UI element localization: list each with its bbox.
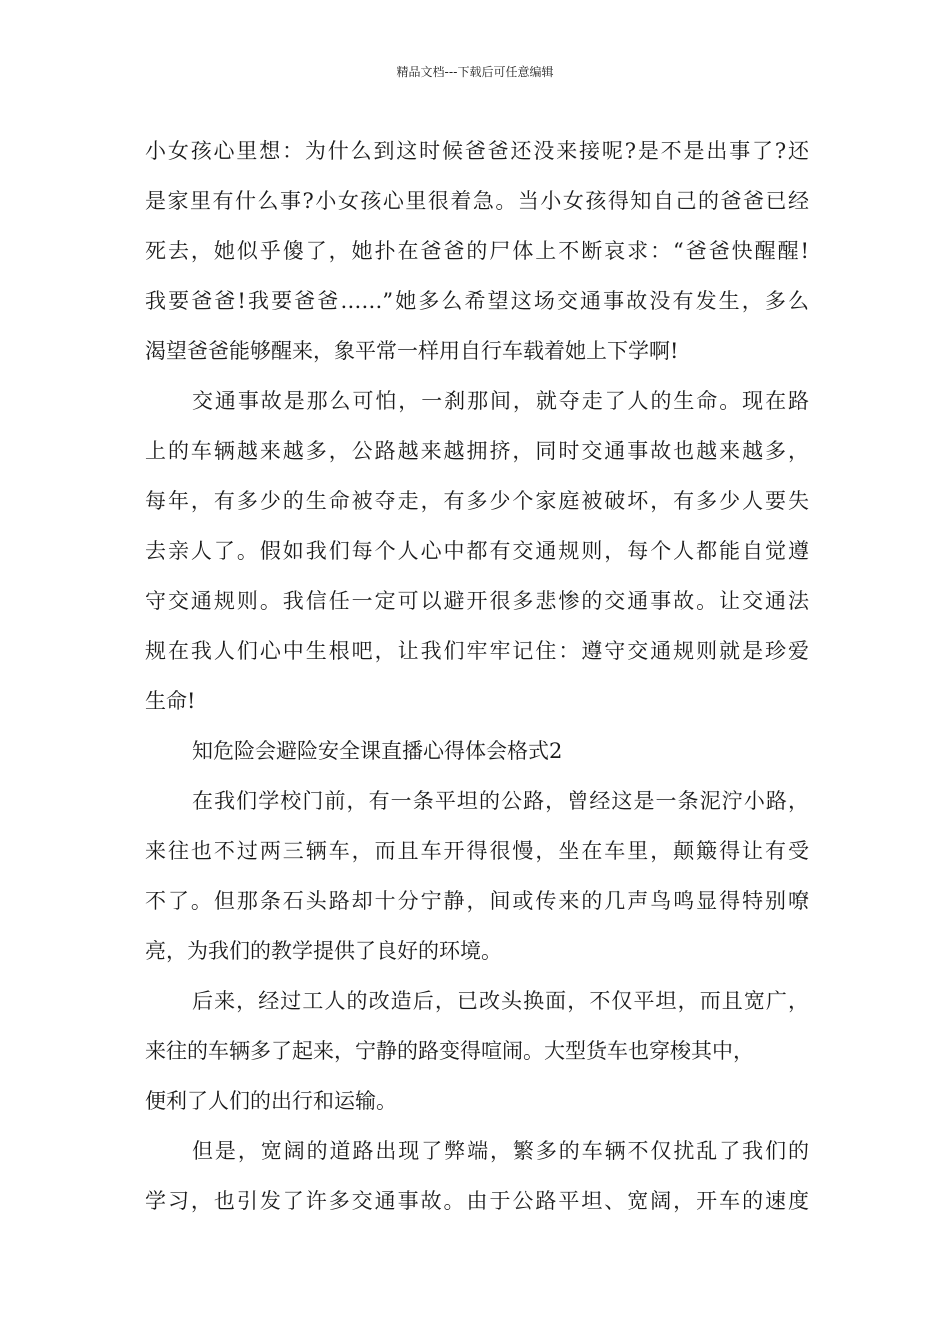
text-line: 交通事故是那么可怕，一刹那间，就夺走了人的生命。现在路 (192, 389, 809, 413)
page-header: 精品文档---下载后可任意编辑 (396, 65, 554, 79)
text-line: 生命! (145, 689, 196, 713)
text-line: 是家里有什么事?小女孩心里很着急。当小女孩得知自己的爸爸已经 (145, 189, 809, 213)
text-line: 去亲人了。假如我们每个人心中都有交通规则，每个人都能自觉遵 (145, 539, 809, 563)
text-line: 来往的车辆多了起来，宁静的路变得喧闹。大型货车也穿梭其中， (145, 1039, 754, 1063)
text-line: 但是，宽阔的道路出现了弊端，繁多的车辆不仅扰乱了我们的 (192, 1139, 809, 1163)
text-line: 死去，她似乎傻了，她扑在爸爸的尸体上不断哀求：“爸爸快醒醒! (145, 239, 809, 263)
document-body (145, 131, 809, 1231)
text-line: 来往也不过两三辆车，而且车开得很慢，坐在车里，颠簸得让有受 (145, 839, 809, 863)
text-line: 学习，也引发了许多交通事故。由于公路平坦、宽阔，开车的速度 (145, 1189, 809, 1213)
text-line: 亮，为我们的教学提供了良好的环境。 (145, 939, 502, 963)
text-line: 上的车辆越来越多，公路越来越拥挤，同时交通事故也越来越多， (145, 439, 809, 463)
text-line: 不了。但那条石头路却十分宁静，间或传来的几声鸟鸣显得特别嘹 (145, 889, 809, 913)
text-line: 规在我人们心中生根吧，让我们牢牢记住：遵守交通规则就是珍爱 (145, 639, 809, 663)
text-line: 我要爸爸!我要爸爸……”她多么希望这场交通事故没有发生，多么 (145, 289, 809, 313)
text-line: 知危险会避险安全课直播心得体会格式2 (192, 739, 563, 763)
text-line: 在我们学校门前，有一条平坦的公路，曾经这是一条泥泞小路， (192, 789, 809, 813)
text-line: 渴望爸爸能够醒来，象平常一样用自行车载着她上下学啊! (145, 339, 679, 363)
text-line: 小女孩心里想：为什么到这时候爸爸还没来接呢?是不是出事了?还 (145, 139, 809, 163)
text-line: 便利了人们的出行和运输。 (145, 1089, 397, 1113)
text-line: 守交通规则。我信任一定可以避开很多悲惨的交通事故。让交通法 (145, 589, 809, 613)
text-line: 后来，经过工人的改造后，已改头换面，不仅平坦，而且宽广， (192, 989, 809, 1013)
text-line: 每年，有多少的生命被夺走，有多少个家庭被破坏，有多少人要失 (145, 489, 809, 513)
